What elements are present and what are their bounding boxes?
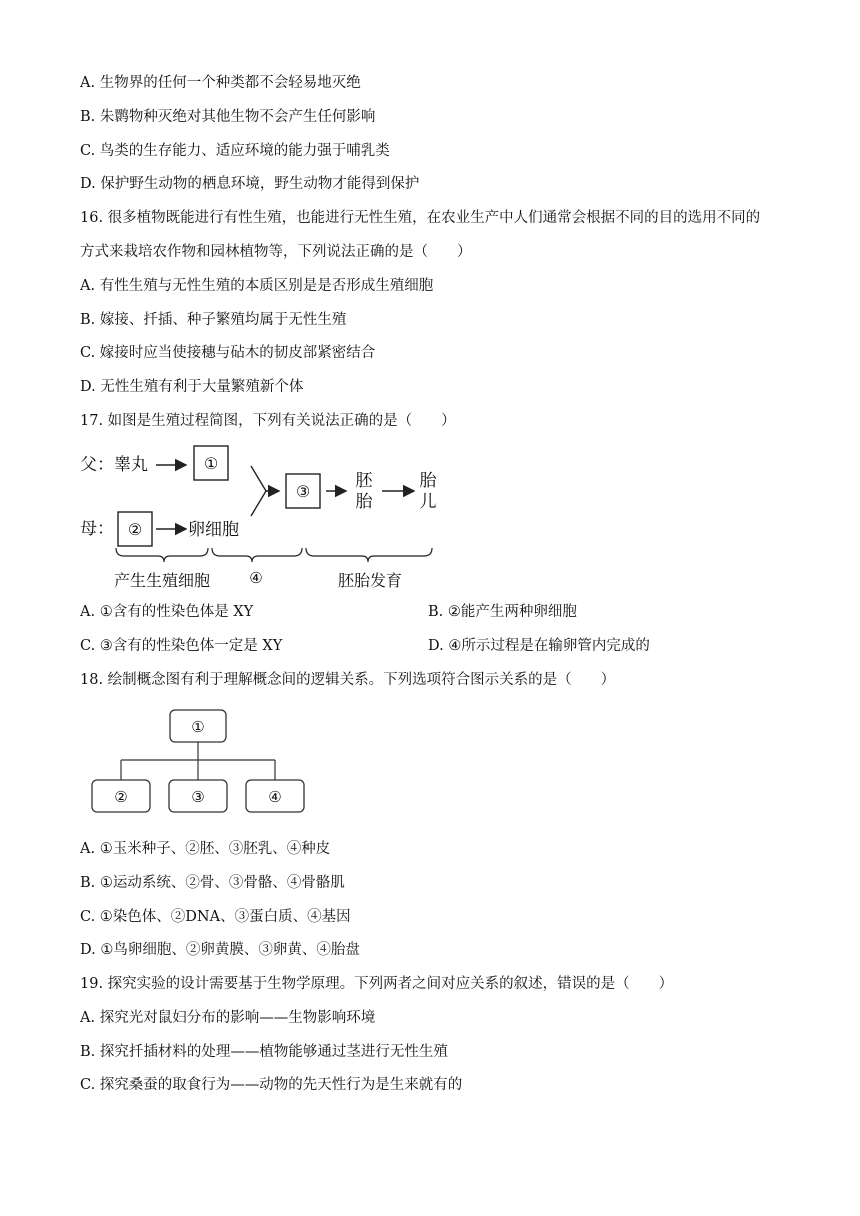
brace-germ-cells [116, 548, 208, 562]
q16-option-c: C. 嫁接时应当使接穗与砧木的韧皮部紧密结合 [80, 345, 376, 361]
q17-option-c: C. ③含有的性染色体一定是 XY [80, 638, 283, 654]
q17-option-a: A. ①含有的性染色体是 XY [80, 604, 254, 620]
q19-stem: 19. 探究实验的设计需要基于生物学原理。下列两者之间对应关系的叙述，错误的是（ ） [80, 976, 674, 992]
fetus-label-top: 胎 [419, 471, 437, 491]
father-testis-label: 父：睾丸 [80, 455, 148, 475]
q19-option-c: C. 探究桑蚕的取食行为——动物的先天性行为是生来就有的 [80, 1077, 463, 1093]
brace-development [306, 548, 432, 562]
reproduction-diagram [76, 440, 456, 595]
q15-option-c: C. 鸟类的生存能力、适应环境的能力强于哺乳类 [80, 143, 390, 159]
concept-label-4: ④ [268, 788, 282, 806]
q18-option-c: C. ①染色体、②DNA、③蛋白质、④基因 [80, 909, 351, 925]
q16-option-b: B. 嫁接、扦插、种子繁殖均属于无性生殖 [80, 312, 347, 328]
concept-label-3: ③ [191, 788, 205, 806]
q16-option-a: A. 有性生殖与无性生殖的本质区别是是否形成生殖细胞 [80, 278, 434, 294]
egg-cell-label: 卵细胞 [188, 520, 239, 540]
q19-option-b: B. 探究扦插材料的处理——植物能够通过茎进行无性生殖 [80, 1044, 448, 1060]
q15-option-d: D. 保护野生动物的栖息环境，野生动物才能得到保护 [80, 176, 420, 192]
q17-option-b: B. ②能产生两种卵细胞 [428, 604, 577, 620]
q18-option-a: A. ①玉米种子、②胚、③胚乳、④种皮 [80, 841, 331, 857]
embryo-label-top: 胚 [355, 471, 373, 491]
q15-option-b: B. 朱鹮物种灭绝对其他生物不会产生任何影响 [80, 109, 376, 125]
q19-option-a: A. 探究光对鼠妇分布的影响——生物影响环境 [80, 1010, 376, 1026]
mother-label: 母： [80, 519, 114, 539]
fusion-lines [251, 466, 266, 516]
q18-option-b: B. ①运动系统、②骨、③骨骼、④骨骼肌 [80, 875, 345, 891]
q16-option-d: D. 无性生殖有利于大量繁殖新个体 [80, 379, 304, 395]
q17-stem: 17. 如图是生殖过程简图，下列有关说法正确的是（ ） [80, 413, 456, 429]
q16-stem-line1: 16. 很多植物既能进行有性生殖，也能进行无性生殖，在农业生产中人们通常会根据不同的目的选用不同的 [80, 210, 761, 226]
concept-map [86, 704, 308, 816]
embryo-label-bottom: 胎 [355, 492, 373, 512]
concept-label-1: ① [191, 718, 205, 736]
q18-option-d: D. ①鸟卵细胞、②卵黄膜、③卵黄、④胎盘 [80, 942, 360, 958]
brace-fertilization [212, 548, 302, 562]
fetus-label-bottom: 儿 [419, 492, 437, 512]
box-3-label: ③ [295, 482, 311, 501]
label-4: ④ [249, 569, 263, 587]
box-1-label: ① [203, 454, 219, 473]
box-2-label: ② [127, 520, 143, 539]
q18-stem: 18. 绘制概念图有利于理解概念间的逻辑关系。下列选项符合图示关系的是（ ） [80, 672, 616, 688]
q17-option-d: D. ④所示过程是在输卵管内完成的 [428, 638, 650, 654]
development-label: 胚胎发育 [337, 571, 403, 590]
germ-cells-label: 产生生殖细胞 [113, 571, 211, 590]
q15-option-a: A. 生物界的任何一个种类都不会轻易地灭绝 [80, 75, 361, 91]
q16-stem-line2: 方式来栽培农作物和园林植物等，下列说法正确的是（ ） [80, 244, 472, 260]
concept-label-2: ② [114, 788, 128, 806]
